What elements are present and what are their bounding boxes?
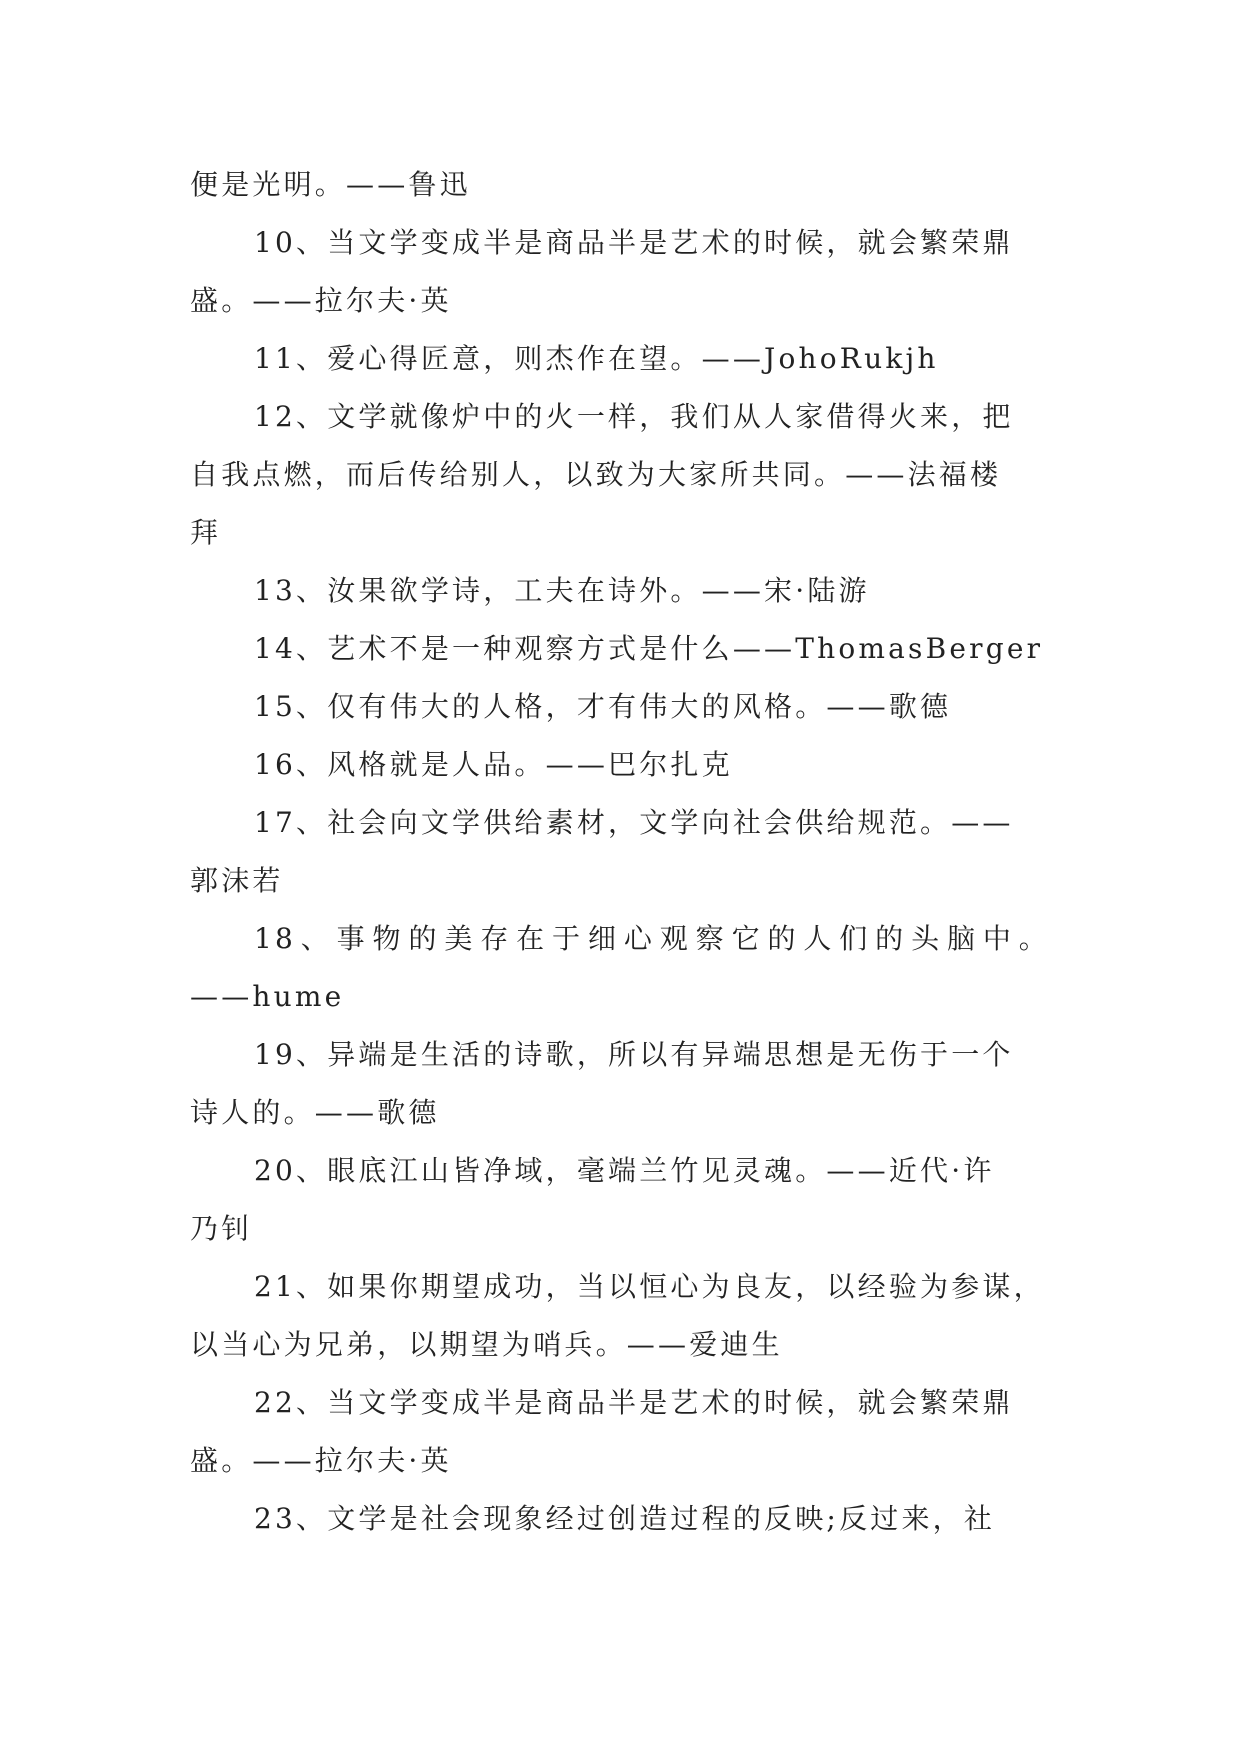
text-line: 10、当文学变成半是商品半是艺术的时候，就会繁荣鼎 <box>254 226 1014 259</box>
text-line: 盛。——拉尔夫·英 <box>190 284 452 317</box>
text-line: 17、社会向文学供给素材，文学向社会供给规范。—— <box>254 806 1014 839</box>
text-line: 18、事物的美存在于细心观察它的人们的头脑中。 <box>254 922 1050 955</box>
text-line: 乃钊 <box>190 1212 253 1245</box>
text-line: 11、爱心得匠意，则杰作在望。——JohoRukjh <box>254 342 939 375</box>
text-line: 23、文学是社会现象经过创造过程的反映;反过来，社 <box>254 1502 996 1535</box>
text-line: 12、文学就像炉中的火一样，我们从人家借得火来，把 <box>254 400 1014 433</box>
text-line: 拜 <box>190 516 222 549</box>
text-line: 13、汝果欲学诗，工夫在诗外。——宋·陆游 <box>254 574 870 607</box>
document-page <box>190 156 1050 1548</box>
text-line: 22、当文学变成半是商品半是艺术的时候，就会繁荣鼎 <box>254 1386 1014 1419</box>
text-line: 15、仅有伟大的人格，才有伟大的风格。——歌德 <box>254 690 952 723</box>
text-line: 诗人的。——歌德 <box>190 1096 440 1129</box>
text-line: 14、艺术不是一种观察方式是什么——ThomasBerger <box>254 632 1044 665</box>
text-line: 盛。——拉尔夫·英 <box>190 1444 452 1477</box>
text-line: 16、风格就是人品。——巴尔扎克 <box>254 748 733 781</box>
text-line: 20、眼底江山皆净域，毫端兰竹见灵魂。——近代·许 <box>254 1154 995 1187</box>
text-line: ——hume <box>190 980 345 1013</box>
text-line: 便是光明。——鲁迅 <box>190 168 471 201</box>
text-line: 21、如果你期望成功，当以恒心为良友，以经验为参谋， <box>254 1270 1045 1303</box>
text-line: 自我点燃，而后传给别人，以致为大家所共同。——法福楼 <box>190 458 1002 491</box>
text-line: 19、异端是生活的诗歌，所以有异端思想是无伤于一个 <box>254 1038 1014 1071</box>
text-line: 郭沫若 <box>190 864 284 897</box>
text-line: 以当心为兄弟，以期望为哨兵。——爱迪生 <box>190 1328 783 1361</box>
